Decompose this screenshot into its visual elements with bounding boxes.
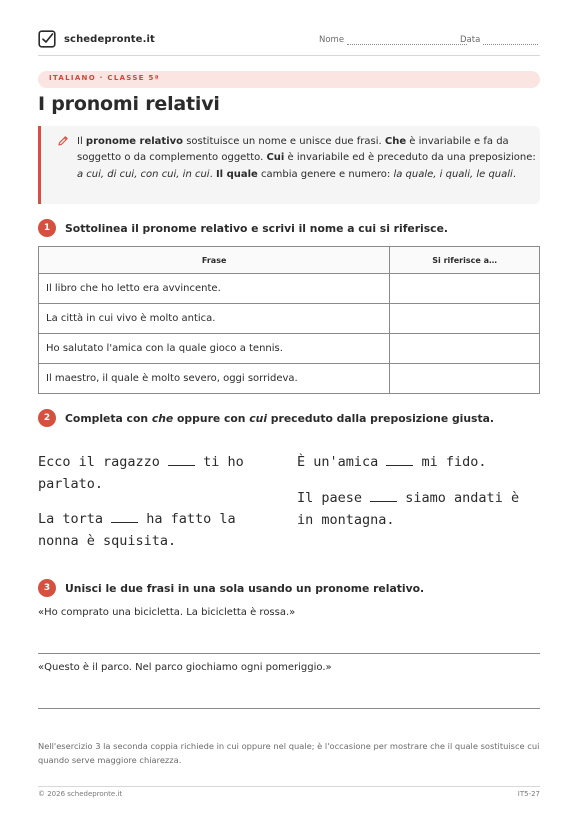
sentence-cell: Il maestro, il quale è molto severo, oggi sorrideva. <box>39 364 390 394</box>
exercise-2-heading <box>38 409 494 427</box>
column-header-refers: Si riferisce a… <box>390 247 540 274</box>
name-line[interactable] <box>347 37 467 45</box>
table-header-row <box>39 247 540 274</box>
answer-cell[interactable] <box>390 274 540 304</box>
exercise-3-heading <box>38 579 424 597</box>
sentence-pair-1: «Ho comprato una bicicletta. La bicicletta è rossa.» <box>38 607 296 618</box>
answer-line-2[interactable] <box>38 708 540 709</box>
sentence-1: Ecco il ragazzo ti ho parlato. <box>38 454 244 492</box>
exercise-instruction: Unisci le due frasi in una sola usando un pronome relativo. <box>65 581 425 595</box>
table-row <box>39 274 540 304</box>
page-title: I pronomi relativi <box>38 93 220 115</box>
sentence-cell: Il libro che ho letto era avvincente. <box>39 274 390 304</box>
exercise-number: 1 <box>38 219 56 237</box>
table-row <box>39 304 540 334</box>
checkbox-logo-icon <box>38 30 56 48</box>
fill-blank[interactable] <box>168 453 195 466</box>
sentence-pair-2: «Questo è il parco. Nel parco giochiamo ogni pomeriggio.» <box>38 662 332 673</box>
answer-cell[interactable] <box>390 334 540 364</box>
sentence-cell: Ho salutato l'amica con la quale gioco a tennis. <box>39 334 390 364</box>
sentence-4: Il paese siamo andati è in montagna. <box>297 490 520 528</box>
sentence-3: È un'amica mi fido. <box>297 454 487 470</box>
rule-box <box>38 126 540 204</box>
footer-copyright: © 2026 schedepronte.it <box>38 790 123 798</box>
answer-cell[interactable] <box>390 304 540 334</box>
brand <box>38 30 155 48</box>
pencil-icon <box>57 135 69 147</box>
fill-blank[interactable] <box>386 453 413 466</box>
answer-line-1[interactable] <box>38 653 540 654</box>
kicker-text: ITALIANO · CLASSE 5ª <box>49 74 160 82</box>
date-line[interactable] <box>483 37 538 45</box>
exercise-instruction: Completa con che oppure con cui preceduto dalla preposizione giusta. <box>65 411 495 425</box>
footer-code: IT5-27 <box>517 790 540 798</box>
page-header <box>38 30 540 54</box>
table-row <box>39 364 540 394</box>
exercise-number: 2 <box>38 409 56 427</box>
date-label: Data <box>460 35 481 45</box>
fill-blank[interactable] <box>370 489 397 502</box>
rule-text: Il pronome relativo sostituisce un nome e unisce due frasi. Che è invariabile e fa da soggetto o da complemento oggetto. Cui è invariabile ed è preceduto da una preposizione: a cui, di cui, con cui, in cui. Il quale cambia genere e numero: la quale, i quali, le quali. <box>77 136 536 180</box>
sentence-cell: La città in cui vivo è molto antica. <box>39 304 390 334</box>
brand-name: schedepronte.it <box>64 33 155 45</box>
sentence-2: La torta ha fatto la nonna è squisita. <box>38 511 236 549</box>
header-divider <box>38 55 540 56</box>
subject-kicker <box>38 71 540 88</box>
exercise-1-table <box>38 246 540 394</box>
exercise-number: 3 <box>38 579 56 597</box>
date-field[interactable] <box>460 35 538 45</box>
teacher-note: Nell'esercizio 3 la seconda coppia richiede in cui oppure nel quale; è l'occasione per mostrare che il quale sostituisce cui quando serve maggiore chiarezza. <box>38 741 540 765</box>
column-header-sentence: Frase <box>39 247 390 274</box>
exercise-instruction: Sottolinea il pronome relativo e scrivi il nome a cui si riferisce. <box>65 221 448 235</box>
name-field[interactable] <box>319 35 467 45</box>
fill-blank[interactable] <box>111 510 138 523</box>
name-label: Nome <box>319 35 345 45</box>
answer-cell[interactable] <box>390 364 540 394</box>
exercise-1-heading <box>38 219 448 237</box>
footer-divider <box>38 786 540 787</box>
table-row <box>39 334 540 364</box>
